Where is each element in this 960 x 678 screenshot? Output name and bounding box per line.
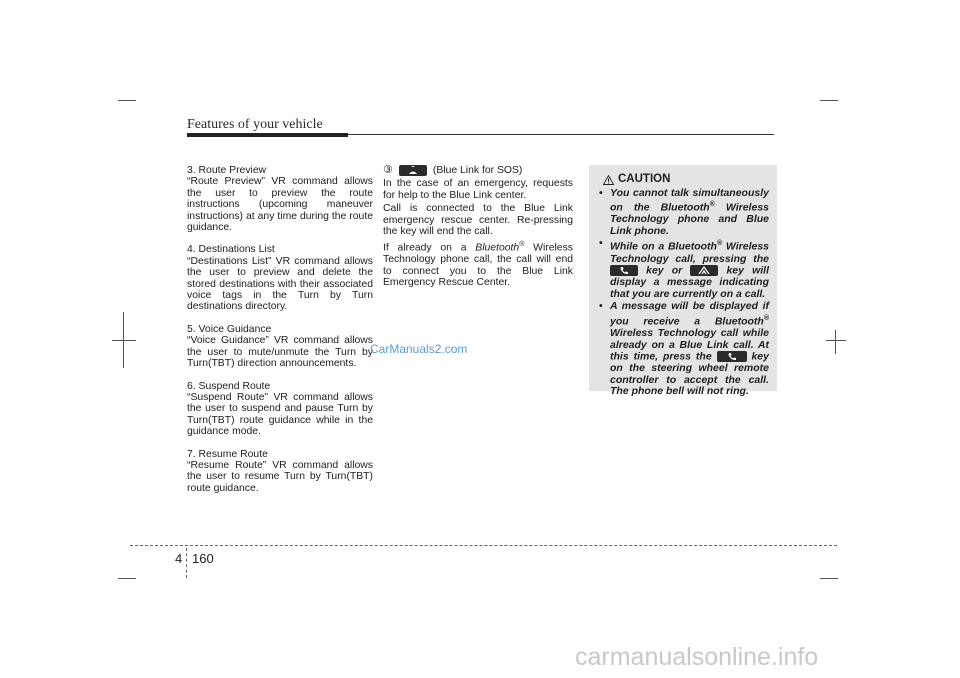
sos-heading <box>383 165 573 176</box>
sos-para: If already on a Bluetooth® Wireless Technology phone call, the call will end to connect you to the Blue Link Emergency Rescue Center. <box>383 241 573 289</box>
crop-mark <box>835 330 836 354</box>
call-key-icon <box>717 351 747 362</box>
header-bar <box>187 133 348 137</box>
caution-item: • While on a Bluetooth® Wireless Technology call, pressing the key or key will display a message indicating that you are currently on a call. <box>597 238 769 300</box>
crop-mark <box>118 100 136 101</box>
sos-para: Call is connected to the Blue Link emergency rescue center. Re-pressing the key will end the call. <box>383 203 573 238</box>
phone-key-icon <box>610 265 638 276</box>
item-number: ③ <box>383 164 393 176</box>
sos-label: (Blue Link for SOS) <box>432 165 523 176</box>
bottom-watermark: carmanualsonline.info <box>575 643 819 671</box>
section-body: “Route Preview” VR command allows the user to preview the route instructions (upcoming maneuver instructions) at any time during the route guidance. <box>187 176 373 234</box>
section-title: 7. Resume Route <box>187 448 268 460</box>
section-title: 5. Voice Guidance <box>187 323 272 335</box>
footer-separator <box>186 548 187 578</box>
section-body: “Suspend Route” VR command allows the user to suspend and pause Turn by Turn(TBT) route guidance while in the guidance mode. <box>187 391 373 438</box>
blue-link-key-icon <box>690 265 718 276</box>
caution-item: • You cannot talk simultaneously on the Bluetooth® Wireless Technology phone and Blue Link phone. <box>597 188 769 238</box>
page-number: 160 <box>192 551 214 566</box>
sos-para: In the case of an emergency, requests for help to the Blue Link center. <box>383 178 573 201</box>
section-title: 4. Destinations List <box>187 244 275 256</box>
footer-rule <box>130 545 837 546</box>
middle-column <box>383 165 573 300</box>
crop-mark <box>112 340 136 341</box>
section-title: 3. Route Preview <box>187 165 267 176</box>
crop-mark <box>118 578 136 579</box>
crop-mark <box>820 100 838 101</box>
crop-mark <box>826 340 846 341</box>
crop-mark <box>820 578 838 579</box>
caution-heading <box>603 174 769 186</box>
section-body: “Resume Route” VR command allows the user to resume Turn by Turn(TBT) route guidance. <box>187 459 373 494</box>
caution-list <box>597 188 769 398</box>
watermark-text: CarManuals2.com <box>370 342 468 356</box>
chapter-number: 4 <box>175 551 183 566</box>
warning-icon <box>603 175 614 185</box>
sos-button-icon <box>399 165 427 176</box>
page-header-title: Features of your vehicle <box>187 117 323 132</box>
section-title: 6. Suspend Route <box>187 380 271 392</box>
section-body: “Voice Guidance” VR command allows the user to mute/unmute the Turn by Turn(TBT) direction announcements. <box>187 335 373 370</box>
caution-item: • A message will be displayed if you receive a Bluetooth® Wireless Technology call while already on a Blue Link call. At this time, press the key on the steering wheel remote controller to accept the call. The phone bell will not ring. <box>597 301 769 398</box>
caution-title: CAUTION <box>618 173 671 185</box>
left-column <box>187 165 373 505</box>
section-body: “Destinations List” VR command allows the user to preview and delete the stored destinations with their associated voice tags in the Turn by Turn destinations directory. <box>187 255 373 313</box>
caution-box <box>589 165 777 398</box>
